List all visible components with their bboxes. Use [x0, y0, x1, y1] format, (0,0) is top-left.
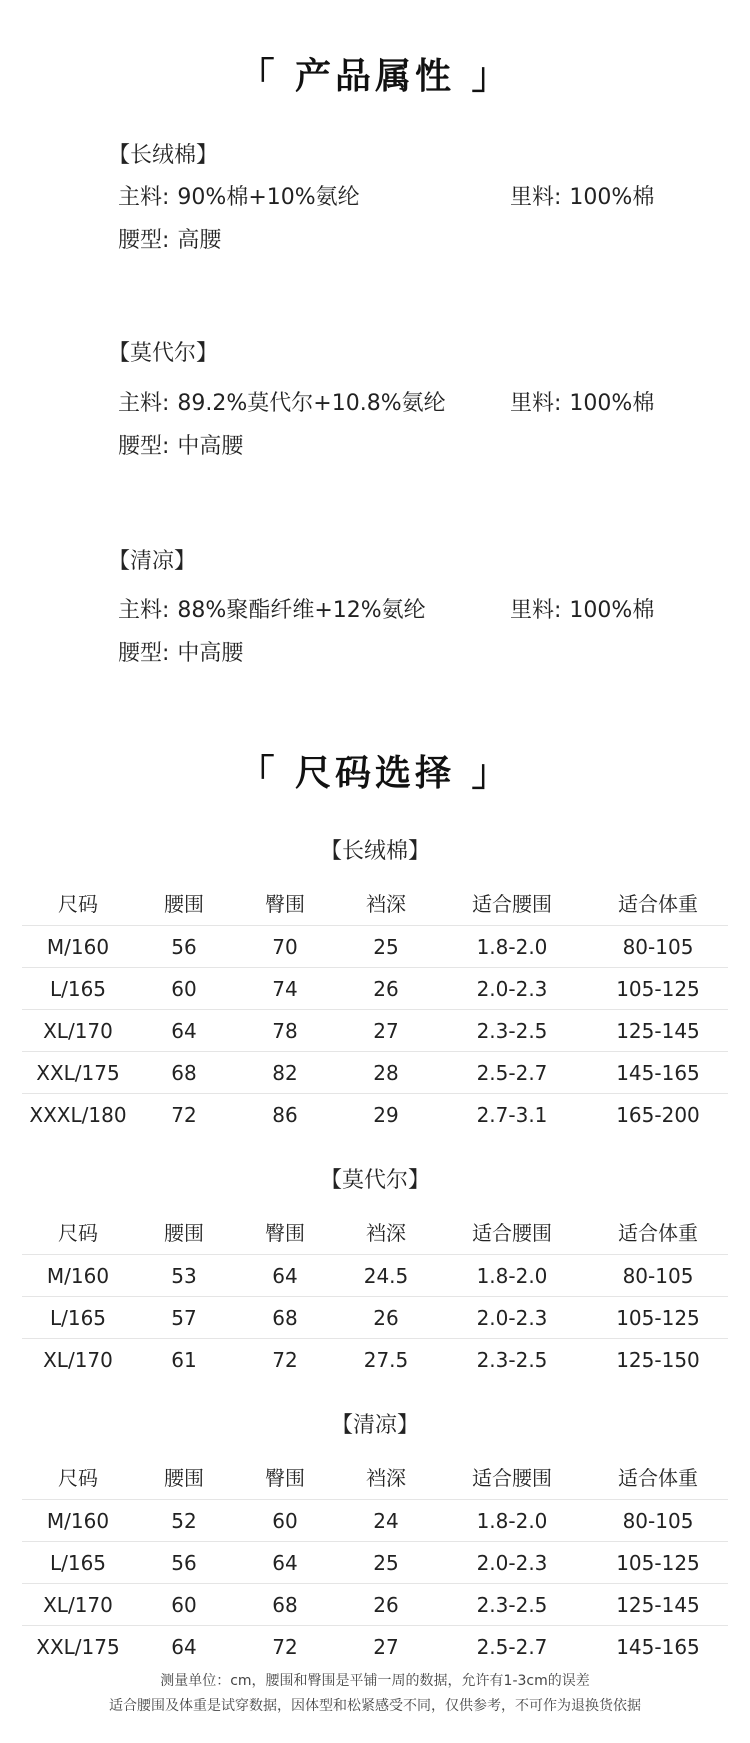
header-waist: 腰围 — [164, 892, 204, 916]
table-cell: M/160 — [46, 934, 110, 959]
header-fit-waist: 适合腰围 — [472, 1466, 552, 1490]
table-cell: 25 — [373, 934, 399, 959]
header-rise: 裆深 — [366, 1466, 406, 1490]
size-table — [22, 1454, 728, 1667]
table-cell: 74 — [272, 976, 298, 1001]
waist-type: 腰型: 高腰 — [118, 228, 222, 253]
header-rise: 裆深 — [366, 892, 406, 916]
table-cell: 78 — [272, 1018, 298, 1043]
table-cell: 64 — [171, 1634, 197, 1659]
table-cell: 64 — [272, 1550, 298, 1575]
table-cell: 2.5-2.7 — [476, 1634, 548, 1659]
table-row — [22, 1500, 728, 1542]
size-table-title: 【莫代尔】 — [319, 1168, 430, 1193]
size-table — [22, 880, 728, 1135]
table-row — [22, 1542, 728, 1584]
main-fabric: 主料: 90%棉+10%氨纶 — [118, 185, 360, 210]
lining-fabric: 里料: 100%棉 — [510, 185, 655, 210]
header-waist: 腰围 — [164, 1221, 204, 1245]
header-size: 尺码 — [58, 1466, 98, 1490]
table-cell: 2.7-3.1 — [476, 1102, 548, 1127]
table-cell: 105-125 — [616, 1550, 700, 1575]
table-cell: 24.5 — [363, 1263, 409, 1288]
header-hip: 臀围 — [265, 1221, 305, 1245]
table-cell: 64 — [272, 1263, 298, 1288]
table-cell: 2.0-2.3 — [476, 1305, 548, 1330]
table-cell: 145-165 — [616, 1634, 700, 1659]
table-cell: 61 — [171, 1347, 197, 1372]
fit-disclaimer-note: 适合腰围及体重是试穿数据，因体型和松紧感受不同，仅供参考，不可作为退换货依据 — [109, 1698, 641, 1714]
table-cell: 145-165 — [616, 1060, 700, 1085]
table-row — [22, 1255, 728, 1297]
waist-type: 腰型: 中高腰 — [118, 434, 244, 459]
header-hip: 臀围 — [265, 1466, 305, 1490]
table-cell: 57 — [171, 1305, 197, 1330]
size-table-title: 【清凉】 — [330, 1413, 419, 1438]
size-selection-title: 「 尺码选择 」 — [238, 753, 512, 794]
table-cell: 86 — [272, 1102, 298, 1127]
table-cell: M/160 — [46, 1508, 110, 1533]
table-cell: 70 — [272, 934, 298, 959]
table-cell: 1.8-2.0 — [476, 1263, 548, 1288]
table-cell: 68 — [171, 1060, 197, 1085]
table-cell: 27.5 — [363, 1347, 409, 1372]
header-size: 尺码 — [58, 892, 98, 916]
lining-fabric: 里料: 100%棉 — [510, 598, 655, 623]
table-cell: M/160 — [46, 1263, 110, 1288]
table-row — [22, 1094, 728, 1135]
header-fit-weight: 适合体重 — [618, 892, 698, 916]
table-cell: 68 — [272, 1592, 298, 1617]
table-cell: 27 — [373, 1018, 399, 1043]
table-cell: 1.8-2.0 — [476, 1508, 548, 1533]
table-cell: L/165 — [49, 976, 107, 1001]
table-cell: 56 — [171, 1550, 197, 1575]
table-cell: 72 — [272, 1347, 298, 1372]
product-attributes-title: 「 产品属性 」 — [238, 56, 512, 97]
table-cell: 165-200 — [616, 1102, 700, 1127]
table-cell: 2.3-2.5 — [476, 1592, 548, 1617]
table-cell: 82 — [272, 1060, 298, 1085]
table-cell: XL/170 — [43, 1018, 113, 1043]
table-cell: 60 — [171, 976, 197, 1001]
table-cell: 80-105 — [622, 1263, 694, 1288]
table-cell: 2.5-2.7 — [476, 1060, 548, 1085]
table-cell: 29 — [373, 1102, 399, 1127]
header-rise: 裆深 — [366, 1221, 406, 1245]
size-table-title: 【长绒棉】 — [319, 839, 430, 864]
main-fabric: 主料: 89.2%莫代尔+10.8%氨纶 — [118, 391, 446, 416]
table-cell: 56 — [171, 934, 197, 959]
header-waist: 腰围 — [164, 1466, 204, 1490]
table-cell: 60 — [171, 1592, 197, 1617]
table-row — [22, 968, 728, 1010]
table-cell: 2.3-2.5 — [476, 1018, 548, 1043]
table-cell: 2.0-2.3 — [476, 1550, 548, 1575]
size-table — [22, 1209, 728, 1380]
table-cell: 105-125 — [616, 976, 700, 1001]
table-header-row — [22, 1454, 728, 1500]
table-cell: 26 — [373, 1592, 399, 1617]
header-hip: 臀围 — [265, 892, 305, 916]
main-fabric: 主料: 88%聚酯纤维+12%氨纶 — [118, 598, 426, 623]
table-row — [22, 1052, 728, 1094]
table-cell: 27 — [373, 1634, 399, 1659]
material-name: 【清凉】 — [108, 549, 197, 574]
table-cell: 53 — [171, 1263, 197, 1288]
table-header-row — [22, 1209, 728, 1255]
header-fit-weight: 适合体重 — [618, 1221, 698, 1245]
table-cell: 64 — [171, 1018, 197, 1043]
table-cell: L/165 — [49, 1305, 107, 1330]
lining-fabric: 里料: 100%棉 — [510, 391, 655, 416]
table-cell: 24 — [373, 1508, 399, 1533]
table-cell: 25 — [373, 1550, 399, 1575]
table-cell: 125-150 — [616, 1347, 700, 1372]
table-cell: 2.3-2.5 — [476, 1347, 548, 1372]
table-cell: 72 — [272, 1634, 298, 1659]
table-cell: XL/170 — [43, 1592, 113, 1617]
table-cell: L/165 — [49, 1550, 107, 1575]
table-cell: XXL/175 — [36, 1634, 120, 1659]
table-cell: 52 — [171, 1508, 197, 1533]
table-cell: XL/170 — [43, 1347, 113, 1372]
table-cell: 125-145 — [616, 1018, 700, 1043]
table-cell: 105-125 — [616, 1305, 700, 1330]
header-fit-waist: 适合腰围 — [472, 892, 552, 916]
table-cell: 26 — [373, 1305, 399, 1330]
table-header-row — [22, 880, 728, 926]
table-cell: XXXL/180 — [29, 1102, 127, 1127]
measurement-note: 测量单位：cm，腰围和臀围是平铺一周的数据，允许有1-3cm的误差 — [160, 1673, 590, 1689]
header-size: 尺码 — [58, 1221, 98, 1245]
table-cell: 28 — [373, 1060, 399, 1085]
header-fit-waist: 适合腰围 — [472, 1221, 552, 1245]
table-cell: 68 — [272, 1305, 298, 1330]
table-cell: 1.8-2.0 — [476, 934, 548, 959]
table-cell: 125-145 — [616, 1592, 700, 1617]
table-row — [22, 1626, 728, 1667]
table-cell: 2.0-2.3 — [476, 976, 548, 1001]
table-cell: 72 — [171, 1102, 197, 1127]
header-fit-weight: 适合体重 — [618, 1466, 698, 1490]
table-cell: 60 — [272, 1508, 298, 1533]
table-row — [22, 926, 728, 968]
table-row — [22, 1339, 728, 1380]
table-cell: 80-105 — [622, 1508, 694, 1533]
material-name: 【莫代尔】 — [108, 341, 219, 366]
table-row — [22, 1584, 728, 1626]
table-cell: 26 — [373, 976, 399, 1001]
table-cell: XXL/175 — [36, 1060, 120, 1085]
table-row — [22, 1010, 728, 1052]
material-name: 【长绒棉】 — [108, 143, 219, 168]
table-row — [22, 1297, 728, 1339]
waist-type: 腰型: 中高腰 — [118, 641, 244, 666]
table-cell: 80-105 — [622, 934, 694, 959]
